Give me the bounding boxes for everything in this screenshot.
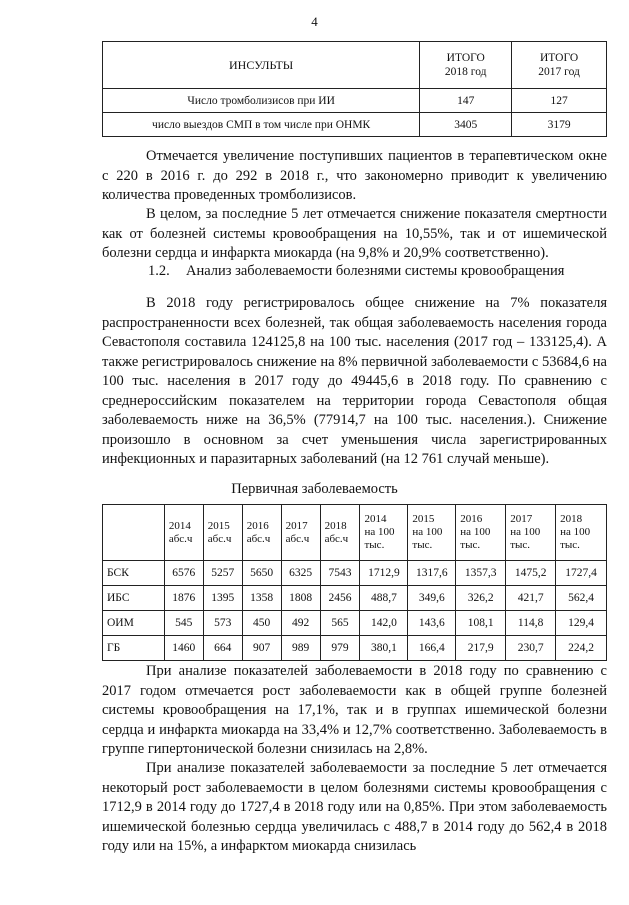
data-cell: 1876 — [164, 586, 203, 611]
header-line: тыс. — [364, 539, 385, 551]
paragraph-3 — [102, 294, 607, 470]
paragraph-2 — [102, 205, 607, 264]
row-value-2017: 3179 — [512, 113, 607, 137]
data-cell: 1357,3 — [456, 561, 506, 586]
header-line: 2017 — [510, 513, 533, 525]
data-cell: 989 — [281, 636, 320, 661]
data-cell: 488,7 — [360, 586, 408, 611]
data-cell: 5257 — [203, 561, 242, 586]
data-cell: 1727,4 — [556, 561, 607, 586]
section-heading — [148, 263, 564, 280]
paragraph-2-text: В целом, за последние 5 лет отмечается снижение показателя смертности как от болезней системы кровообращения на 10,55%, так и от ишемической болезни сердца и инфаркта миокарда (на 9,8% и 20,9% соответственно). — [102, 206, 607, 261]
table-row — [103, 611, 607, 636]
header-line: 2018 — [324, 519, 347, 532]
header-cell — [556, 505, 607, 561]
header-line: абс.ч — [324, 532, 349, 545]
table-row — [103, 636, 607, 661]
header-line: 2017 — [285, 519, 308, 532]
header-line: тыс. — [510, 539, 531, 551]
stroke-table-title: ИНСУЛЬТЫ — [103, 42, 420, 89]
data-cell: 1358 — [242, 586, 281, 611]
section-title: Анализ заболеваемости болезнями системы кровообращения — [186, 263, 565, 279]
paragraph-3-text: В 2018 году регистрировалось общее снижение на 7% показателя распространенности всех болезней, так общая заболеваемость населения города Севастополя составила 124125,8 на 100 тыс. населения (2017 год – 133125,4). А также регистрировалось снижение на 8% первичной заболеваемости с 53684,6 на 100 тыс. населения в 2017 году до 49445,6 в 2018 году. По сравнению с среднероссийским показателем на территории города Севастополя общая заболеваемость ниже на 36,5% (77914,7 на 100 тыс. населения.). Снижение произошло в основном за счет уменьшения числа зарегистрированных инфекционных и паразитарных заболеваний (на 12 761 случай меньше). — [102, 295, 607, 467]
row-label: ИБС — [103, 586, 165, 611]
col-2018-line1: ИТОГО — [446, 52, 485, 64]
row-label: ОИМ — [103, 611, 165, 636]
header-line: 2016 — [460, 513, 483, 525]
paragraph-4 — [102, 662, 607, 760]
table-row — [103, 89, 607, 113]
header-cell — [506, 505, 556, 561]
data-cell: 1460 — [164, 636, 203, 661]
data-cell: 1317,6 — [408, 561, 456, 586]
data-cell: 108,1 — [456, 611, 506, 636]
data-cell: 664 — [203, 636, 242, 661]
data-cell: 492 — [281, 611, 320, 636]
data-cell: 1808 — [281, 586, 320, 611]
page-number: 4 — [311, 14, 318, 29]
header-line: 2018 — [560, 513, 583, 525]
header-cell — [242, 505, 281, 561]
data-cell: 1712,9 — [360, 561, 408, 586]
table-row — [103, 561, 607, 586]
header-line: абс.ч — [168, 532, 193, 545]
data-cell: 450 — [242, 611, 281, 636]
stroke-table-col-2018 — [420, 42, 512, 89]
table-caption: Первичная заболеваемость — [231, 481, 398, 497]
col-2018-line2: 2018 год — [444, 66, 487, 78]
header-line: на 100 — [560, 526, 591, 538]
data-cell: 129,4 — [556, 611, 607, 636]
data-cell: 907 — [242, 636, 281, 661]
data-cell: 421,7 — [506, 586, 556, 611]
data-cell: 1395 — [203, 586, 242, 611]
header-cell — [320, 505, 360, 561]
header-cell — [203, 505, 242, 561]
header-line: абс.ч — [207, 532, 232, 545]
paragraph-1 — [102, 147, 607, 206]
data-cell: 545 — [164, 611, 203, 636]
header-line: 2015 — [412, 513, 435, 525]
header-cell — [408, 505, 456, 561]
header-line: абс.ч — [246, 532, 271, 545]
data-cell: 217,9 — [456, 636, 506, 661]
data-cell: 326,2 — [456, 586, 506, 611]
col-2017-line1: ИТОГО — [539, 52, 579, 64]
header-cell — [360, 505, 408, 561]
data-cell: 349,6 — [408, 586, 456, 611]
data-cell: 979 — [320, 636, 360, 661]
row-label: ГБ — [103, 636, 165, 661]
row-label: Число тромболизисов при ИИ — [103, 89, 420, 113]
header-line: на 100 — [460, 526, 491, 538]
header-line: 2014 — [364, 513, 387, 525]
stroke-table-col-2017 — [512, 42, 607, 89]
col-2017-line2: 2017 год — [538, 66, 580, 78]
header-line: на 100 — [412, 526, 443, 538]
table-row — [103, 586, 607, 611]
data-cell: 380,1 — [360, 636, 408, 661]
header-line: тыс. — [460, 539, 481, 551]
header-line: 2015 — [207, 519, 230, 532]
data-cell: 6576 — [164, 561, 203, 586]
stroke-table-header — [103, 42, 607, 89]
data-cell: 143,6 — [408, 611, 456, 636]
section-number: 1.2. — [148, 263, 170, 279]
row-value-2017: 127 — [512, 89, 607, 113]
data-cell: 562,4 — [556, 586, 607, 611]
corner-cell — [103, 505, 165, 561]
row-value-2018: 3405 — [420, 113, 512, 137]
header-line: на 100 — [510, 526, 541, 538]
data-cell: 573 — [203, 611, 242, 636]
table-row — [103, 113, 607, 137]
data-cell: 224,2 — [556, 636, 607, 661]
header-line: абс.ч — [285, 532, 310, 545]
data-cell: 7543 — [320, 561, 360, 586]
data-cell: 230,7 — [506, 636, 556, 661]
header-cell — [456, 505, 506, 561]
data-cell: 6325 — [281, 561, 320, 586]
header-line: тыс. — [560, 539, 580, 551]
paragraph-5 — [102, 759, 607, 857]
header-line: 2014 — [168, 519, 191, 532]
row-label: БСК — [103, 561, 165, 586]
morbidity-table — [102, 504, 607, 661]
row-value-2018: 147 — [420, 89, 512, 113]
header-cell — [281, 505, 320, 561]
header-line: на 100 — [364, 526, 395, 538]
paragraph-1-text: Отмечается увеличение поступивших пациентов в терапевтическом окне с 220 в 2016 г. до 292 в 2018 г., что закономерно приводит к увеличению количества проведенных тромболизисов. — [102, 148, 607, 203]
stroke-table — [102, 41, 607, 137]
data-cell: 5650 — [242, 561, 281, 586]
morbidity-table-header — [103, 505, 607, 561]
data-cell: 114,8 — [506, 611, 556, 636]
paragraph-5-text: При анализе показателей заболеваемости за последние 5 лет отмечается некоторый рост заболеваемости в целом болезнями системы кровообращения с 1712,9 в 2014 году до 1727,4 в 2018 году или на 0,85%. При этом заболеваемость ишемической болезнью сердца увеличилась с 488,7 в 2014 году до 562,4 в 2018 году или на 15%, а инфарктом миокарда снизилась — [102, 760, 607, 854]
header-line: 2016 — [246, 519, 269, 532]
row-label: число выездов СМП в том числе при ОНМК — [103, 113, 420, 137]
paragraph-4-text: При анализе показателей заболеваемости в 2018 году по сравнению с 2017 годом отмечается рост заболеваемости как в общей группе болезней системы кровообращения на 17,1%, так и в группах ишемической болезни сердца и инфаркта миокарда на 33,4% и 12,7% соответственно. Заболеваемость в группе гипертонической болезни снизилась на 2,8%. — [102, 663, 607, 757]
data-cell: 142,0 — [360, 611, 408, 636]
header-cell — [164, 505, 203, 561]
data-cell: 565 — [320, 611, 360, 636]
data-cell: 1475,2 — [506, 561, 556, 586]
data-cell: 166,4 — [408, 636, 456, 661]
header-line: тыс. — [412, 539, 433, 551]
data-cell: 2456 — [320, 586, 360, 611]
